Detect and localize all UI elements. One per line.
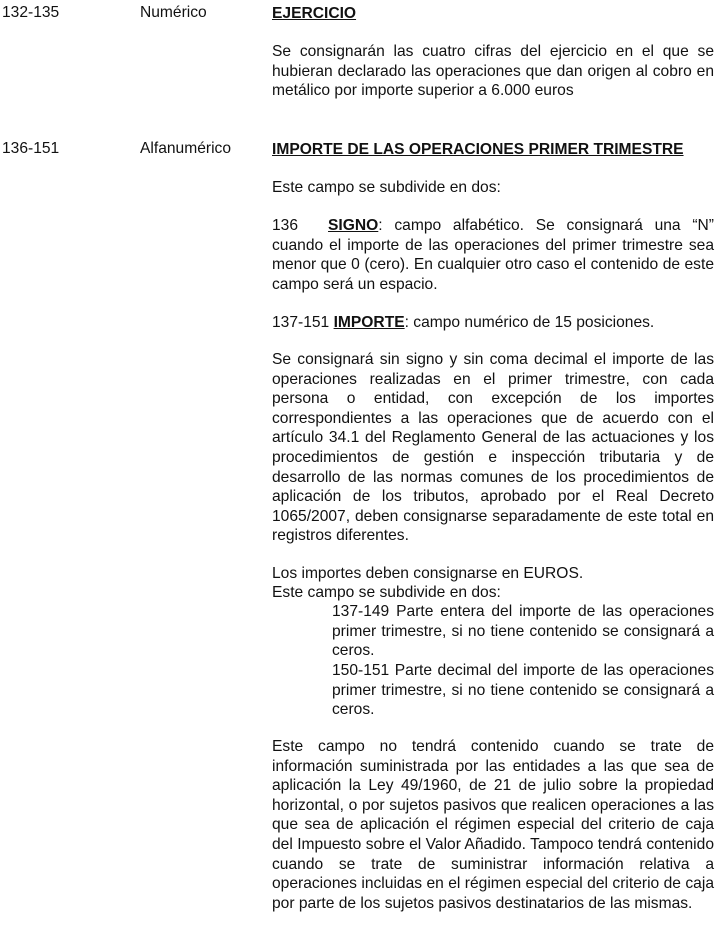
importe-description xyxy=(272,313,714,333)
sub-item-entera: 137-149 Parte entera del importe de las operaciones primer trimestre, si no tiene contenido se consignará a ceros. xyxy=(332,603,714,660)
subdivide-intro: Este campo se subdivide en dos: xyxy=(272,179,501,196)
field-type: Alfanumérico xyxy=(140,140,232,157)
signo-text: : campo alfabético. Se consignará una “N” cuando el importe de las operaciones del primer trimestre sea menor que 0 (cero). En cualquier otro caso el contenido de este campo será un espacio. xyxy=(272,217,714,293)
subdivide-note: Este campo se subdivide en dos: xyxy=(272,584,501,601)
signo-position: 136 xyxy=(272,217,299,234)
field-position: 132-135 xyxy=(2,4,60,21)
sub-item-decimal: 150-151 Parte decimal del importe de las operaciones primer trimestre, si no tiene contenido se consignará a ceros. xyxy=(332,662,714,719)
euros-note: Los importes deben consignarse en EUROS. xyxy=(272,565,584,582)
field-type: Numérico xyxy=(140,4,207,21)
exception-paragraph: Este campo no tendrá contenido cuando se trate de información suministrada por las entidades a las que sea de aplicación la Ley 49/1960, de 21 de julio sobre la propiedad horizontal, o por sujetos pasivos que realicen operaciones a las que sea de aplicación el régimen especial del criterio de caja del Impuesto sobre el Valor Añadido. Tampoco tendrá contenido cuando se trate de suministrar información relativa a operaciones incluidas en el régimen especial del criterio de caja por parte de los sujetos pasivos destinatarios de las mismas. xyxy=(272,738,714,912)
field-title: EJERCICIO xyxy=(272,5,357,22)
importe-paragraph: Se consignará sin signo y sin coma decimal el importe de las operaciones realizadas en el primer trimestre, con cada persona o entidad, con excepción de los importes correspondientes a las operaciones que de acuerdo con el artículo 34.1 del Reglamento General de las actuaciones y los procedimientos de gestión e inspección tributaria y de desarrollo de las normas comunes de los procedimientos de aplicación de los tributos, aprobado por el Real Decreto 1065/2007, deben consignarse separadamente de este total en registros diferentes. xyxy=(272,351,714,545)
signo-label: SIGNO xyxy=(328,217,379,234)
importe-text: : campo numérico de 15 posiciones. xyxy=(404,314,655,331)
field-position: 136-151 xyxy=(2,140,60,157)
signo-description xyxy=(272,216,714,294)
importe-position: 137-151 xyxy=(272,314,330,331)
importe-label: IMPORTE xyxy=(333,314,405,331)
field-description: Se consignarán las cuatro cifras del ejercicio en el que se hubieran declarado las operaciones que dan origen al cobro en metálico por importe superior a 6.000 euros xyxy=(272,43,714,100)
field-title: IMPORTE DE LAS OPERACIONES PRIMER TRIMESTRE xyxy=(272,141,684,158)
